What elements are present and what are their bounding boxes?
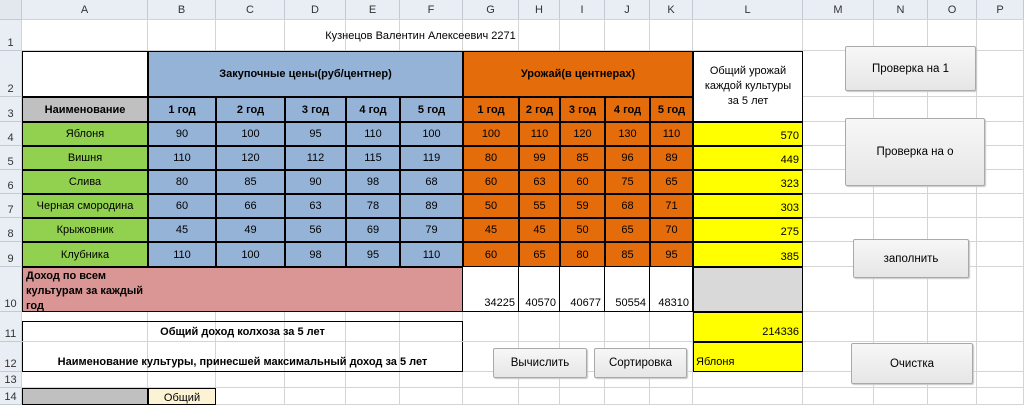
price-cell[interactable]: 79	[400, 218, 463, 242]
total-income-label[interactable]: Общий доход колхоза за 5 лет	[22, 321, 463, 341]
table-row-name[interactable]: Клубника	[22, 242, 148, 267]
harvest-cell[interactable]: 110	[519, 122, 560, 146]
price-cell[interactable]: 100	[216, 122, 285, 146]
sheet-title: Кузнецов Валентин Алексеевич 2271	[325, 30, 516, 42]
check-1-button[interactable]: Проверка на 1	[845, 46, 976, 91]
price-year-header[interactable]: 5 год	[400, 97, 463, 122]
harvest-cell[interactable]: 80	[560, 242, 605, 267]
column-header[interactable]: N	[874, 0, 928, 20]
price-cell[interactable]: 56	[285, 218, 346, 242]
row-header[interactable]: 4	[0, 122, 22, 146]
row-header[interactable]: 13	[0, 372, 22, 388]
max-culture-value[interactable]: Яблоня	[693, 342, 803, 372]
row-header[interactable]: 1	[0, 20, 22, 51]
harvest-cell[interactable]: 85	[605, 242, 650, 267]
harvest-cell[interactable]: 65	[519, 242, 560, 267]
column-header[interactable]: B	[148, 0, 216, 20]
row14-b-cell[interactable]: Общий	[148, 388, 216, 405]
price-cell[interactable]: 100	[216, 242, 285, 267]
select-all-corner[interactable]	[0, 0, 22, 20]
table-row-name[interactable]: Яблоня	[22, 122, 148, 146]
harvest-cell[interactable]: 120	[560, 122, 605, 146]
price-cell[interactable]: 110	[148, 146, 216, 170]
income-value-cell[interactable]: 40570	[519, 267, 560, 312]
harvest-cell[interactable]: 130	[605, 122, 650, 146]
total-harvest-cell[interactable]: 275	[693, 218, 803, 242]
harvest-cell[interactable]: 50	[463, 194, 519, 218]
column-header[interactable]: I	[560, 0, 605, 20]
price-year-header[interactable]: 1 год	[148, 97, 216, 122]
table-row-name[interactable]: Черная смородина	[22, 194, 148, 218]
harvest-cell[interactable]: 59	[560, 194, 605, 218]
column-header[interactable]: C	[216, 0, 285, 20]
column-header[interactable]: E	[346, 0, 400, 20]
column-header[interactable]: J	[605, 0, 650, 20]
income-row-label[interactable]: Доход по всем культурам за каждый год	[22, 267, 463, 312]
price-cell[interactable]: 112	[285, 146, 346, 170]
harvest-cell[interactable]: 80	[463, 146, 519, 170]
column-header[interactable]: P	[977, 0, 1024, 20]
price-cell[interactable]: 80	[148, 170, 216, 194]
row-header[interactable]: 14	[0, 388, 22, 405]
row-header[interactable]: 5	[0, 146, 22, 170]
column-header[interactable]: G	[463, 0, 519, 20]
row-header[interactable]: 7	[0, 194, 22, 218]
price-cell[interactable]: 90	[285, 170, 346, 194]
price-year-header[interactable]: 2 год	[216, 97, 285, 122]
price-cell[interactable]: 110	[400, 242, 463, 267]
harvest-cell[interactable]: 65	[650, 170, 693, 194]
row-header[interactable]: 11	[0, 312, 22, 342]
price-cell[interactable]: 119	[400, 146, 463, 170]
gridline	[976, 20, 977, 405]
column-header[interactable]: O	[928, 0, 977, 20]
price-cell[interactable]: 110	[148, 242, 216, 267]
price-cell[interactable]: 89	[400, 194, 463, 218]
harvest-year-header[interactable]: 4 год	[605, 97, 650, 122]
total-harvest-cell[interactable]: 323	[693, 170, 803, 194]
column-header[interactable]: L	[693, 0, 803, 20]
price-year-header[interactable]: 3 год	[285, 97, 346, 122]
header-empty-cell[interactable]	[22, 51, 148, 97]
price-cell[interactable]: 98	[346, 170, 400, 194]
price-cell[interactable]: 110	[346, 122, 400, 146]
total-harvest-cell[interactable]: 570	[693, 122, 803, 146]
table-row-name[interactable]: Слива	[22, 170, 148, 194]
calculate-button[interactable]: Вычислить	[493, 348, 587, 378]
harvest-cell[interactable]: 68	[605, 194, 650, 218]
price-cell[interactable]: 49	[216, 218, 285, 242]
harvest-cell[interactable]: 89	[650, 146, 693, 170]
column-header[interactable]: F	[400, 0, 463, 20]
harvest-cell[interactable]: 71	[650, 194, 693, 218]
harvest-cell[interactable]: 45	[463, 218, 519, 242]
price-cell[interactable]: 95	[346, 242, 400, 267]
harvest-cell[interactable]: 110	[650, 122, 693, 146]
harvest-year-header[interactable]: 3 год	[560, 97, 605, 122]
name-column-header[interactable]: Наименование	[22, 97, 148, 122]
harvest-cell[interactable]: 95	[650, 242, 693, 267]
table-row-name[interactable]: Вишня	[22, 146, 148, 170]
price-cell[interactable]: 98	[285, 242, 346, 267]
row-header[interactable]: 8	[0, 218, 22, 242]
row-header[interactable]: 6	[0, 170, 22, 194]
price-cell[interactable]: 100	[400, 122, 463, 146]
column-header[interactable]: A	[22, 0, 148, 20]
price-cell[interactable]: 63	[285, 194, 346, 218]
price-cell[interactable]: 115	[346, 146, 400, 170]
row-header[interactable]: 12	[0, 342, 22, 372]
harvest-header[interactable]: Урожай(в центнерах)	[463, 51, 693, 97]
income-value-cell[interactable]: 40677	[560, 267, 605, 312]
fill-button[interactable]: заполнить	[853, 239, 969, 278]
column-header[interactable]: H	[519, 0, 560, 20]
harvest-year-header[interactable]: 5 год	[650, 97, 693, 122]
title-cell[interactable]	[148, 21, 693, 51]
harvest-cell[interactable]: 55	[519, 194, 560, 218]
sort-button[interactable]: Сортировка	[594, 348, 687, 378]
clear-button[interactable]: Очистка	[851, 343, 973, 384]
price-cell[interactable]: 90	[148, 122, 216, 146]
harvest-cell[interactable]: 63	[519, 170, 560, 194]
purchase-prices-header[interactable]: Закупочные цены(руб/центнер)	[148, 51, 463, 97]
gridline	[22, 19, 1024, 20]
harvest-cell[interactable]: 100	[463, 122, 519, 146]
price-cell[interactable]: 45	[148, 218, 216, 242]
price-cell[interactable]: 60	[148, 194, 216, 218]
total-harvest-header[interactable]: Общий урожай каждой культуры за 5 лет	[693, 51, 803, 122]
check-o-button[interactable]: Проверка на о	[845, 118, 985, 186]
harvest-cell[interactable]: 60	[463, 170, 519, 194]
income-value-cell[interactable]: 48310	[650, 267, 693, 312]
harvest-cell[interactable]: 75	[605, 170, 650, 194]
price-cell[interactable]: 85	[216, 170, 285, 194]
harvest-year-header[interactable]: 2 год	[519, 97, 560, 122]
price-cell[interactable]: 68	[400, 170, 463, 194]
total-income-value[interactable]: 214336	[693, 312, 803, 342]
row-header[interactable]: 2	[0, 51, 22, 97]
harvest-cell[interactable]: 96	[605, 146, 650, 170]
price-cell[interactable]: 78	[346, 194, 400, 218]
row-header[interactable]: 10	[0, 267, 22, 312]
harvest-cell[interactable]: 70	[650, 218, 693, 242]
income-total-empty-cell[interactable]	[693, 267, 803, 312]
row14-a-cell[interactable]	[22, 388, 148, 405]
price-year-header[interactable]: 4 год	[346, 97, 400, 122]
harvest-cell[interactable]: 65	[605, 218, 650, 242]
column-header[interactable]: M	[803, 0, 874, 20]
total-harvest-cell[interactable]: 385	[693, 242, 803, 267]
price-cell[interactable]: 66	[216, 194, 285, 218]
total-harvest-cell[interactable]: 449	[693, 146, 803, 170]
price-cell[interactable]: 120	[216, 146, 285, 170]
harvest-cell[interactable]: 99	[519, 146, 560, 170]
harvest-cell[interactable]: 45	[519, 218, 560, 242]
price-cell[interactable]: 69	[346, 218, 400, 242]
table-row-name[interactable]: Крыжовник	[22, 218, 148, 242]
harvest-cell[interactable]: 60	[463, 242, 519, 267]
harvest-cell[interactable]: 85	[560, 146, 605, 170]
column-header[interactable]: K	[650, 0, 693, 20]
harvest-year-header[interactable]: 1 год	[463, 97, 519, 122]
income-value-cell[interactable]: 50554	[605, 267, 650, 312]
harvest-cell[interactable]: 60	[560, 170, 605, 194]
max-culture-label[interactable]: Наименование культуры, принесшей максимальный доход за 5 лет	[22, 342, 463, 372]
price-cell[interactable]: 95	[285, 122, 346, 146]
income-value-cell[interactable]: 34225	[463, 267, 519, 312]
total-harvest-cell[interactable]: 303	[693, 194, 803, 218]
row-header[interactable]: 3	[0, 97, 22, 122]
harvest-cell[interactable]: 50	[560, 218, 605, 242]
column-header[interactable]: D	[285, 0, 346, 20]
row-header[interactable]: 9	[0, 242, 22, 267]
